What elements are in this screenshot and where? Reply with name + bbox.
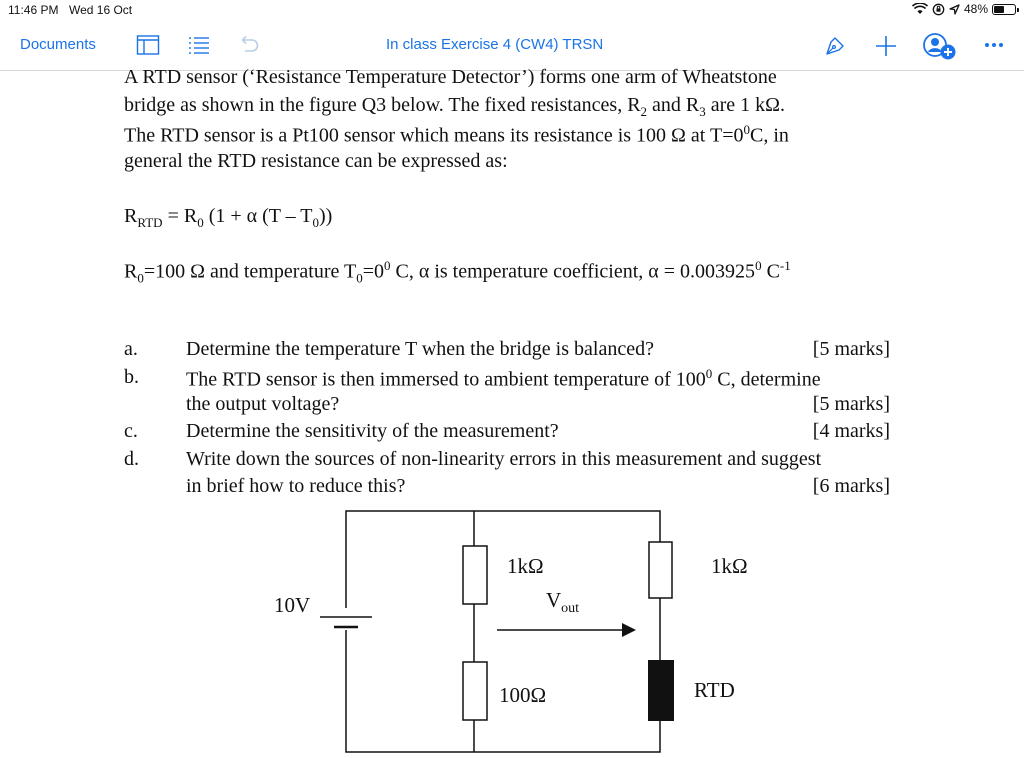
r-top-right-label: 1kΩ (711, 554, 748, 578)
vout-arrow-head (622, 623, 636, 637)
status-bar (0, 0, 1024, 20)
question-d-label: d. (124, 448, 139, 470)
list-icon[interactable] (188, 34, 210, 56)
documents-back-button[interactable]: Documents (20, 36, 96, 53)
voltage-label: 10V (274, 593, 311, 617)
resistor-top-left (463, 546, 487, 604)
question-a-text: Determine the temperature T when the bridge is balanced? (186, 338, 654, 360)
add-icon[interactable] (874, 34, 898, 58)
more-options-icon[interactable] (984, 42, 1004, 48)
r-top-left-label: 1kΩ (507, 554, 544, 578)
resistor-bottom-left (463, 662, 487, 720)
question-b-marks: [5 marks] (812, 393, 890, 415)
location-icon (949, 4, 960, 15)
undo-icon[interactable] (237, 34, 261, 56)
intro-line-1: A RTD sensor (‘Resistance Temperature Detector’) forms one arm of Wheatstone (124, 66, 777, 88)
question-c-marks: [4 marks] (812, 420, 890, 442)
question-b-text-2: the output voltage? (186, 393, 340, 415)
question-a-marks: [5 marks] (812, 338, 890, 360)
battery-percent: 48% (963, 2, 988, 16)
question-d-text-2: in brief how to reduce this? (186, 475, 406, 497)
r-bottom-left-label: 100Ω (499, 683, 547, 707)
wheatstone-bridge-diagram (0, 70, 1024, 758)
rtd-label: RTD (694, 678, 735, 702)
question-a-label: a. (124, 338, 138, 360)
wifi-icon (912, 3, 928, 15)
question-b-text: The RTD sensor is then immersed to ambient temperature of $100^0$ C, determine (186, 366, 821, 391)
vout-label: $V_{out}$ (546, 588, 580, 616)
document-title: In class Exercise 4 (CW4) TRSN (386, 36, 604, 53)
toolbar (0, 26, 1024, 71)
status-right (912, 2, 1016, 16)
thumbnails-icon[interactable] (136, 34, 160, 56)
status-date: Wed 16 Oct (69, 3, 133, 17)
circuit-outer-wire (346, 511, 660, 752)
rtd-formula: $R_{RTD} = R_0$ (1 + α $(T - T_0)$) (124, 205, 333, 230)
question-d-text: Write down the sources of non-linearity errors in this measurement and suggest (186, 448, 822, 470)
status-time: 11:46 PM (8, 3, 59, 17)
add-person-icon[interactable] (922, 31, 960, 61)
intro-line-2: bridge as shown in the figure Q3 below. The fixed resistances, $R_2$ and $R_3$ are 1 kΩ. (124, 94, 786, 119)
question-d-marks: [6 marks] (812, 475, 890, 497)
document-page (0, 66, 1024, 758)
resistor-top-right (649, 542, 672, 598)
markup-pen-icon[interactable] (822, 34, 848, 58)
intro-line-3: The RTD sensor is a Pt100 sensor which means its resistance is 100 Ω at $T=0^0C$, in (124, 122, 789, 147)
question-c-label: c. (124, 420, 138, 442)
intro-line-4: general the RTD resistance can be expressed as: (124, 150, 508, 172)
battery-icon (992, 4, 1016, 15)
constants-line: $R_0=100$ Ω and temperature $T_0=0^0$ C, α is temperature coefficient, $\alpha = 0.003925^0$ $C^{-1}$ (124, 258, 791, 286)
rtd-element (648, 660, 674, 721)
question-b-label: b. (124, 366, 139, 388)
orientation-lock-icon (932, 3, 945, 16)
question-c-text: Determine the sensitivity of the measurement? (186, 420, 559, 442)
